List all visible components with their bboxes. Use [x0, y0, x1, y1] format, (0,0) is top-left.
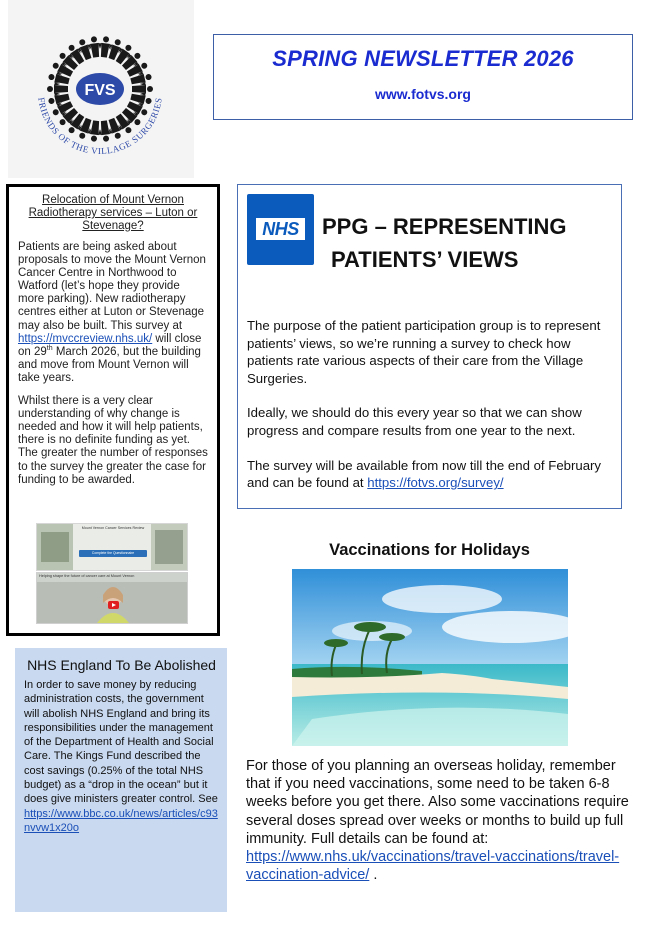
video-caption: Helping shape the future of cancer care at Mount Vernon	[39, 574, 135, 578]
nhs-logo-text: NHS	[256, 218, 305, 240]
ppg-survey-link[interactable]: https://fotvs.org/survey/	[367, 475, 504, 491]
logo-initials: FVS	[84, 82, 116, 99]
relocation-text: Patients are being asked about proposals to move the Mount Vernon Cancer Centre in Northwood to Watford (let’s hope they provide more parking). New radiotherapy centres either at Luton or Stevenage may also be built. This survey at	[18, 241, 206, 332]
vaccinations-body	[246, 757, 636, 884]
relocation-article	[6, 184, 220, 636]
website-url[interactable]: www.fotvs.org	[375, 86, 471, 102]
vaccinations-text: For those of you planning an overseas holiday, remember that if you need vaccinations, some need to be taken 6-8 weeks before you get there. Also some vaccinations require several doses spread over weeks or months to build up full immunity. Full details can be found at:	[246, 758, 629, 847]
person-figure-icon	[47, 83, 68, 95]
newsletter-title: SPRING NEWSLETTER 2026	[272, 46, 574, 71]
nhs-england-article	[15, 648, 227, 912]
relocation-superscript: th	[46, 344, 53, 352]
ppg-paragraph-3	[247, 457, 617, 492]
nhs-logo	[247, 194, 314, 265]
relocation-text: March 2026, but the building and move from Mount Vernon will take years.	[18, 345, 201, 384]
ppg-heading-line-2: PATIENTS’ VIEWS	[331, 247, 519, 272]
ppg-paragraph-1: The purpose of the patient participation group is to represent patients’ views, so we’re running a survey to check how patients rate various aspects of their care from the Village Surgeries.	[247, 318, 601, 386]
relocation-title: Relocation of Mount Vernon Radiotherapy services – Luton or Stevenage?	[28, 194, 198, 232]
ppg-article	[237, 184, 622, 509]
logo-arc-text: FRIENDS OF THE VILLAGE SURGERIES	[36, 96, 164, 157]
ppg-paragraph-2: Ideally, we should do this every year so that we can show progress and compare results from one year to the next.	[247, 405, 582, 438]
fvs-logo-graphic	[8, 0, 194, 178]
flyer-heading: Mount Vernon Cancer Services Review	[81, 526, 145, 530]
bbc-news-link[interactable]: https://www.bbc.co.uk/news/articles/c93nvvw1x20o	[24, 807, 218, 834]
logo	[8, 0, 194, 178]
ppg-heading	[322, 210, 622, 276]
nhs-travel-vaccinations-link[interactable]: https://www.nhs.uk/vaccinations/travel-vaccinations/travel-vaccination-advice/	[246, 849, 620, 884]
nhs-england-title: NHS England To Be Abolished	[27, 657, 216, 673]
nhs-england-body	[24, 678, 219, 835]
flyer-button: Complete the Questionnaire	[91, 551, 135, 555]
relocation-paragraph-2: Whilst there is a very clear understanding of why change is needed and how it will help patients, there is no definite funding as yet. The greater the number of responses to the survey the greater the case for funding to be awarded.	[18, 395, 208, 486]
nhs-england-text: In order to save money by reducing administration costs, the government will abolish NHS England and bring its responsibilities under the management of the Department of Health and Social Care. The Kings Fund described the cost savings (0.25% of the total NHS budget) as a “drop in the ocean” but it does give ministers greater control. See	[24, 679, 218, 806]
video-thumbnail-image	[36, 572, 188, 624]
newsletter-header	[213, 34, 633, 120]
vaccinations-text: .	[369, 867, 378, 884]
beach-image	[292, 569, 568, 746]
relocation-text: will close on 29	[18, 332, 202, 358]
person-figure-icon	[132, 83, 153, 95]
survey-flyer-image	[36, 523, 188, 571]
relocation-paragraph-1	[18, 241, 208, 385]
ppg-body	[247, 317, 617, 509]
mvcc-review-link[interactable]: https://mvccreview.nhs.uk/	[18, 332, 153, 345]
vaccinations-title: Vaccinations for Holidays	[329, 541, 530, 559]
ppg-text: The survey will be available from now till the end of February and can be found at	[247, 457, 602, 491]
ppg-heading-line-1: PPG – REPRESENTING	[322, 214, 567, 239]
